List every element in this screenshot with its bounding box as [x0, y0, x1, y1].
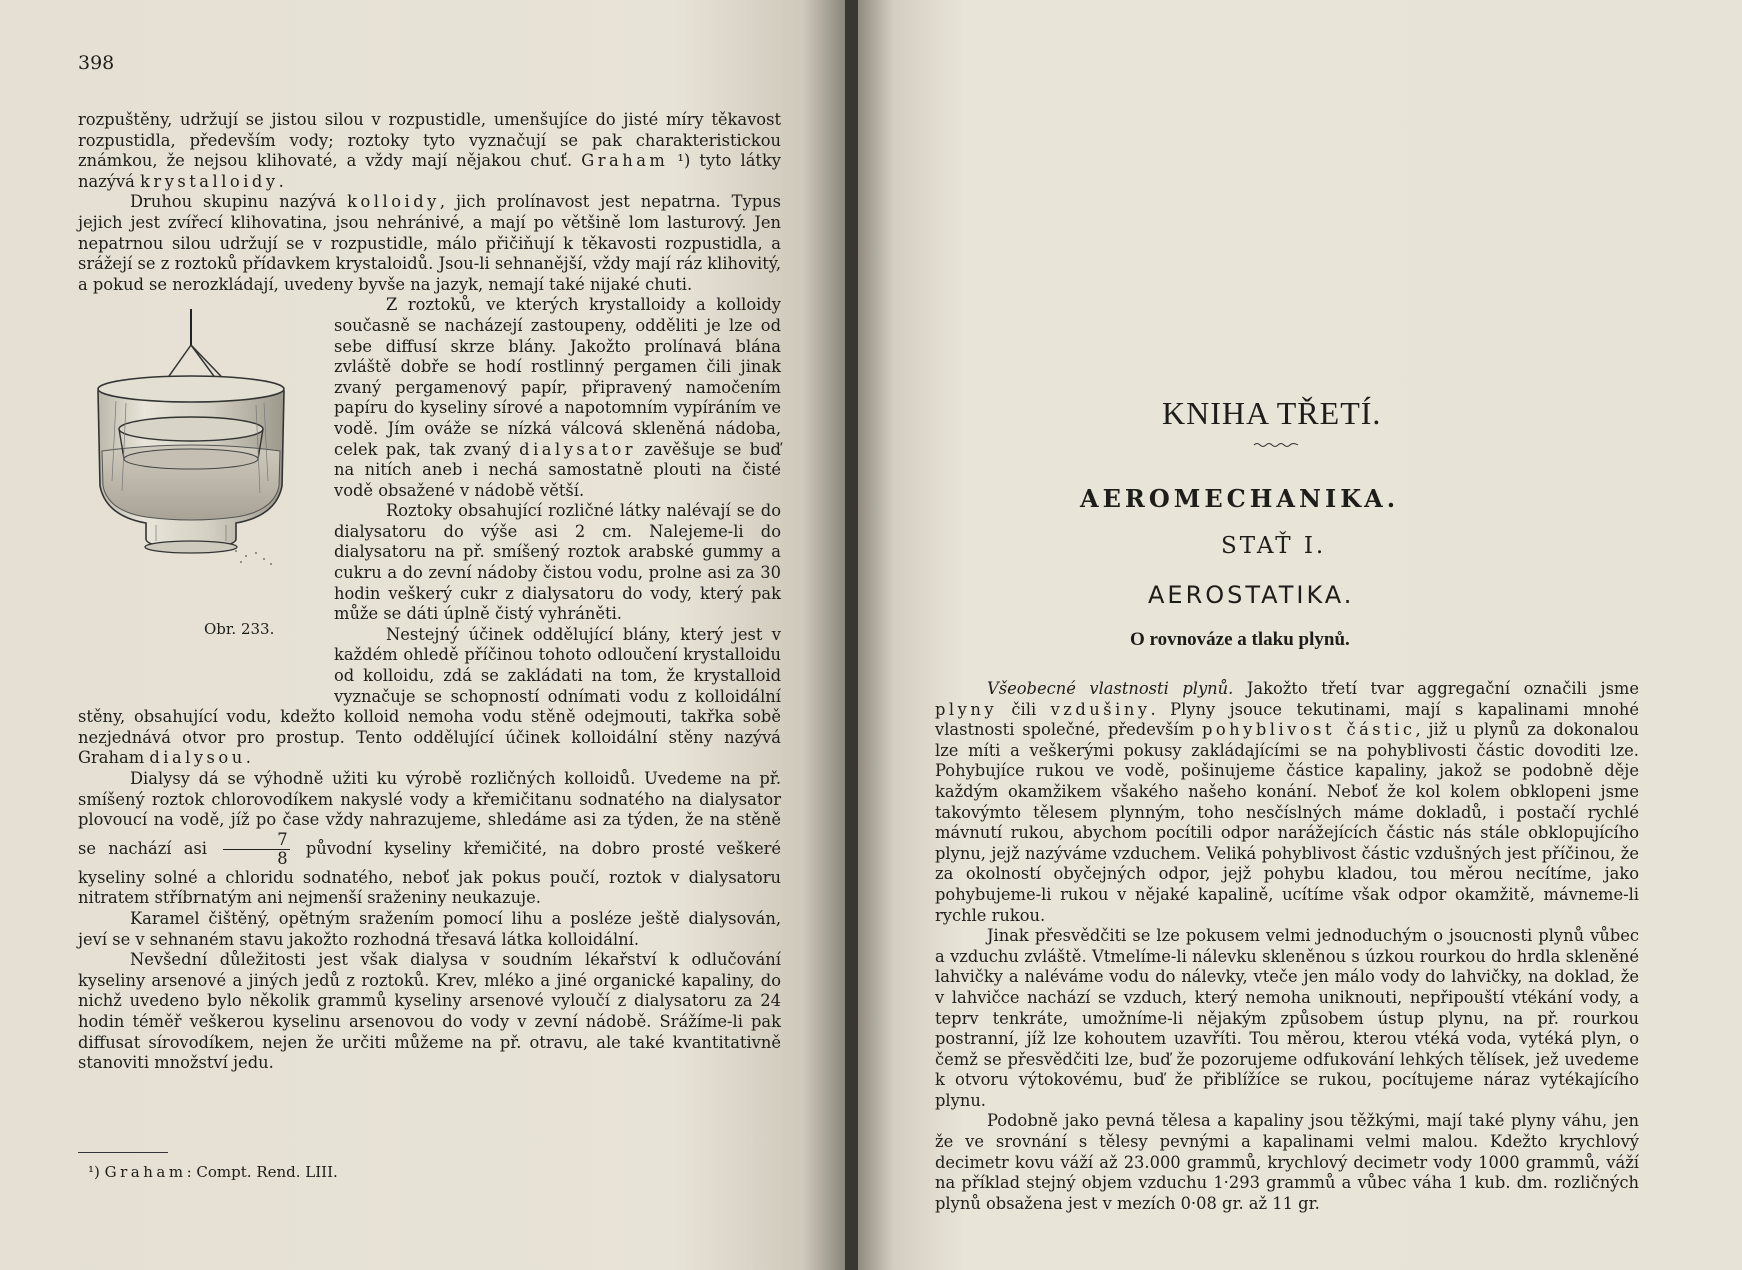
paragraph: Karamel čištěný, opětným sražením pomocí lihu a posléze ještě dialysován, jeví se v sehnaném stavu jakožto rozhodná třesavá látka kolloidální. [78, 908, 781, 949]
page-number: 398 [78, 52, 115, 74]
footnote-divider [78, 1152, 168, 1153]
italic-term: Všeobecné vlastnosti plynů. [987, 679, 1234, 698]
subsection-title: O rovnováze a tlaku plynů. [1130, 629, 1350, 650]
spaced-term: plyny [935, 699, 998, 719]
ornament-divider [1253, 441, 1299, 449]
paragraph-text [334, 295, 781, 499]
text-run: . Plyny jsouce tekutinami, mají s kapalinami mnohé vlastnosti společné, především [935, 699, 1640, 740]
text-run: . [278, 171, 284, 191]
text-run: Z roztoků, ve kterých krystalloidy a kolloidy současně se nacházejí zastoupeny, odděliti je lze od sebe diffusí skrze blány. Jakožto prolínavá blána zvláště dobře se hodí rostlinný pergamen čili jinak zvaný pergamenový papír, připravený namočením papíru do kyseliny sírové a napotomním vypíráním ve vodě. Jím ováže se nízká válcová skleněná nádoba, celek pak, tak zvaný [334, 295, 781, 459]
footnote-author: Graham [104, 1163, 187, 1181]
spaced-term: Graham [581, 151, 669, 171]
right-page-text [935, 679, 1639, 1214]
spaced-term: krystalloidy [140, 171, 279, 191]
dialysator-illustration [86, 301, 296, 601]
paragraph [935, 1111, 1639, 1214]
text-run: , již u plynů za dokonalou lze míti a veškerými pokusy zakládajícími se na pohyblivosti částic dovoditi lze. Pohybujíce rukou ve vodě, pošinujeme částice kapaliny, jakož se podobně děje každým okamžikem všakého našeho konání. Neboť že kol kolem obklopeni jsme takovýmto tělesem plynným, toho nesčíslných máme dokladů, i postačí rychlé mávnutí rukou, abychom pocítili odpor narážejících částic nás stále obklopujícího plynu, jejž nazýváme vzduchem. Veliká pohyblivost částic vzdušných jest příčinou, že za okolností obyčejných odpor, jejž pohybu kladou, tou měrou necítíme, jako pohybujeme-li rukou v nějaké kapalině, ucítíme však odpor okamžitě, mávneme-li rychle rukou. [935, 720, 1639, 925]
footnote [88, 1163, 338, 1181]
text-run: Jinak přesvědčiti se lze pokusem velmi jednoduchým o jsoucnosti plynů vůbec a vzduchu zvláště. Vtmelíme-li nálevku skleněnou s úzkou rourkou do hrdla skleněné lahvičky a naléváme vodu do nálevky, vteče jen málo vody do lahvičky, na doklad, že v lahvičce nachází se vzduch, který nemoha uniknouti, nepřipouští vtékání vody, a teprv tenkráte, umožníme-li nějakým způsobem ústup plynu, na př. rourkou postranní, jíž lze kohoutem uzavříti. Tou měrou, kterou vtéká voda, vytéká plyn, o čemž se přesvědčiti lze, buď že pozorujeme odfukování lehkých tělísek, jež uvedeme k otvoru výtokovému, buď že přiblížíce se rukou, pocítujeme náraz vytékajícího plynu. [935, 926, 1639, 1110]
text-run: Roztoky obsahující rozličné látky nalévají se do dialysatoru do výše asi 2 cm. Nalejeme-li do dialysatoru na př. smíšený roztok arabské gummy a cukru a do zevní nádoby čistou vodu, prolne asi za 30 hodin veškerý cukr z dialysatoru do vody, který pak může se dáti úplně čistý vyhráněti. [334, 501, 781, 624]
fraction-seven-eighths [223, 831, 289, 868]
text-run: Druhou skupinu nazývá [130, 192, 348, 212]
left-page [0, 0, 845, 1270]
paragraph [935, 679, 1639, 926]
text-run: čili [997, 699, 1051, 719]
fraction-numerator: 7 [223, 831, 289, 850]
spaced-term: kolloidy [347, 192, 440, 212]
chapter-title: STAŤ I. [1221, 533, 1327, 559]
spaced-term: dialysator [519, 439, 637, 459]
fraction-denominator: 8 [277, 848, 288, 868]
paragraph [78, 192, 781, 295]
spaced-term: dialysou [149, 748, 246, 768]
figure-233 [78, 297, 318, 689]
text-run: Podobně jako pevná tělesa a kapaliny jsou těžkými, mají také plyny váhu, jen že ve srovnání s tělesy pevnými a kapalinami velmi malou. Kdežto krychlový decimetr kovu váží až 23.000 grammů, krychlový decimetr vody 1000 grammů, váží na příklad stejný objem vzduchu 1·293 grammů a vůbec váha 1 kub. dm. rozličných plynů obsažena jest v mezích 0·08 gr. až 11 gr. [935, 1111, 1639, 1213]
spaced-term: vzdušiny [1050, 699, 1151, 719]
text-run: zavěšuje se buď na nitích aneb i nechá samostatně plouti na čisté vodě obsažené v nádobě větší. [334, 439, 781, 500]
left-page-text [78, 110, 781, 1074]
paragraph [78, 110, 781, 192]
text-run: rozpuštěny, udržují se jistou silou v rozpustidle, umenšujíce do jisté míry těkavost rozpustidla, především vody; roztoky tyto vyznačují se pak charakteristickou známkou, že nejsou klihovaté, a vždy mají nějakou chuť. [78, 110, 781, 171]
paragraph-dialysis [78, 769, 781, 909]
spaced-term: pohyblivost částic [1201, 720, 1416, 740]
chapter-subtitle: AEROSTATIKA. [1148, 581, 1355, 609]
text-run: ¹) tyto látky nazývá [78, 151, 782, 191]
paragraph: Nevšední důležitosti jest však dialysa v soudním lékařství k odlučování kyseliny arsenové a jiných jedů z roztoků. Krev, mléko a jiné organické kapaliny, do nichž uvedeno bylo několik grammů kyseliny arsenové vyloučí z dialysatoru za 24 hodin téměř veškerou kyselinu arsenovou do vody v zevní nádobě. Srážíme-li pak diffusat sírovodíkem, nejen že určiti můžeme na př. otravu, ale také kvantitativně stanoviti množství jedu. [78, 950, 781, 1073]
book-title: KNIHA TŘETÍ. [1162, 395, 1382, 431]
footnote-reference: : Compt. Rend. LIII. [186, 1163, 338, 1181]
footnote-marker: ¹) [88, 1163, 100, 1181]
dialysis-text-before: Dialysy dá se výhodně užiti ku výrobě rozličných kolloidů. Uvedeme na př. smíšený roztok chlorovodíkem nakyslé vody a křemičitanu sodnatého na dialysator plovoucí na vodě, jíž po čase vždy nahrazujeme, shledáme asi za týden, že na stěně se nachází asi [78, 769, 781, 858]
right-page [858, 0, 1742, 1270]
text-run: , jich prolínavost jest nepatrna. Typus jejich jest zvířecí klihovatina, jsou nehránivé, a mají po většině lom lasturový. Jen nepatrnou silou udržují se v rozpustidle, málo přičiňují k těkavosti rozpustidla, a srážejí se z roztoků přídavkem krystaloidů. Jsou-li sehnanější, vždy mají ráz klihovitý, a pokud se nerozkládají, uvedeny byvše na jazyk, nemají také nijaké chuti. [78, 192, 781, 294]
text-run: Nestejný účinek oddělující blány, který jest v každém ohledě příčinou tohoto odloučení krystalloidu od kolloidu, zdá se zakládati na tom, že krystalloid vyznačuje se schopností odnímati vodu z kolloidální stěny, obsahující vodu, kdežto kolloid nemoha vodu stěně odejmouti, takřka sobě nezjednává otvor pro prostup. Tento oddělující účinek kolloidální stěny nazývá Graham [78, 624, 781, 768]
section-title: AEROMECHANIKA. [1080, 484, 1400, 513]
text-run: Jakožto třetí tvar aggregační označili jsme [1233, 679, 1639, 698]
figure-caption: Obr. 233. [204, 620, 275, 639]
book-gutter [845, 0, 858, 1270]
dialysis-text-after: původní kyseliny křemičité, na dobro prosté veškeré kyseliny solné a chloridu sodnatého, neboť jak pokus poučí, roztok v dialysatoru nitratem stříbrnatým ani nejmenší sraženiny neukazuje. [78, 838, 781, 908]
text-run: . [245, 748, 251, 768]
paragraph [935, 926, 1639, 1111]
